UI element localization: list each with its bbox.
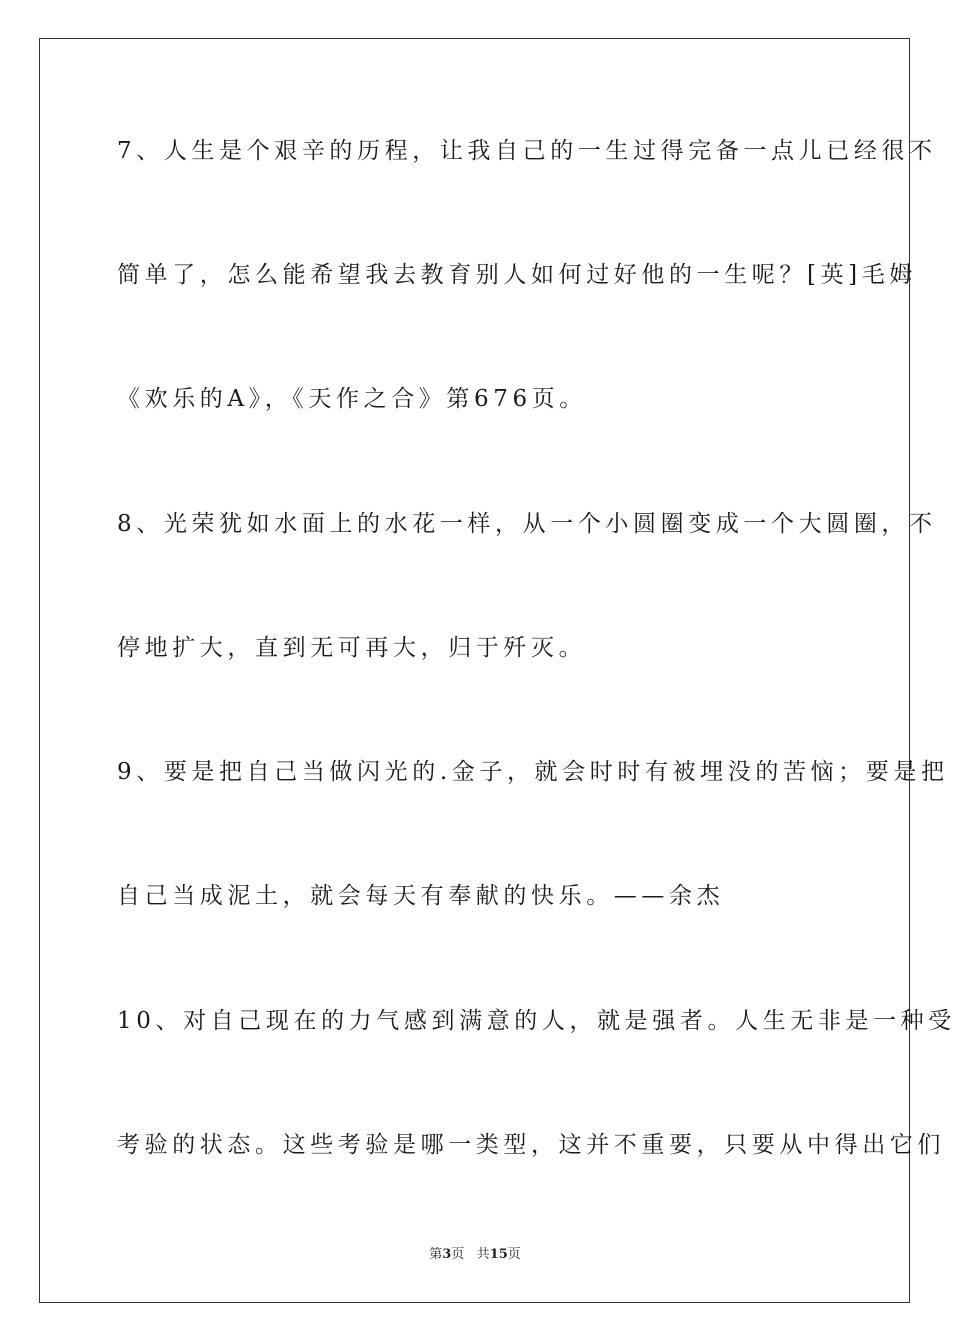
text-line: 7、人生是个艰辛的历程，让我自己的一生过得完备一点儿已经很不: [117, 138, 937, 164]
page-border: [39, 38, 956, 1303]
text-line: 10、对自己现在的力气感到满意的人，就是强者。人生无非是一种受: [117, 1008, 956, 1034]
text-line: 简单了，怎么能希望我去教育别人如何过好他的一生呢？[英]毛姆: [117, 262, 917, 288]
text-line: 《欢乐的A》，《天作之合》第676页。: [117, 386, 587, 412]
text-line: 考验的状态。这些考验是哪一类型，这并不重要，只要从中得出它们: [117, 1132, 945, 1158]
total-prefix: 共: [476, 1247, 490, 1262]
page-footer: [0, 1246, 950, 1264]
text-line: 9、要是把自己当做闪光的.金子，就会时时有被埋没的苦恼；要是把: [117, 759, 949, 785]
page-number: 3: [442, 1247, 452, 1262]
total-suffix: 页: [507, 1247, 521, 1262]
page-prefix: 第: [429, 1247, 443, 1262]
total-pages: 15: [489, 1247, 508, 1262]
page-suffix: 页: [451, 1247, 465, 1262]
text-line: 8、光荣犹如水面上的水花一样，从一个小圆圈变成一个大圆圈，不: [117, 511, 937, 537]
text-line: 自己当成泥土，就会每天有奉献的快乐。——余杰: [117, 883, 725, 909]
text-line: 停地扩大，直到无可再大，归于歼灭。: [117, 635, 587, 661]
